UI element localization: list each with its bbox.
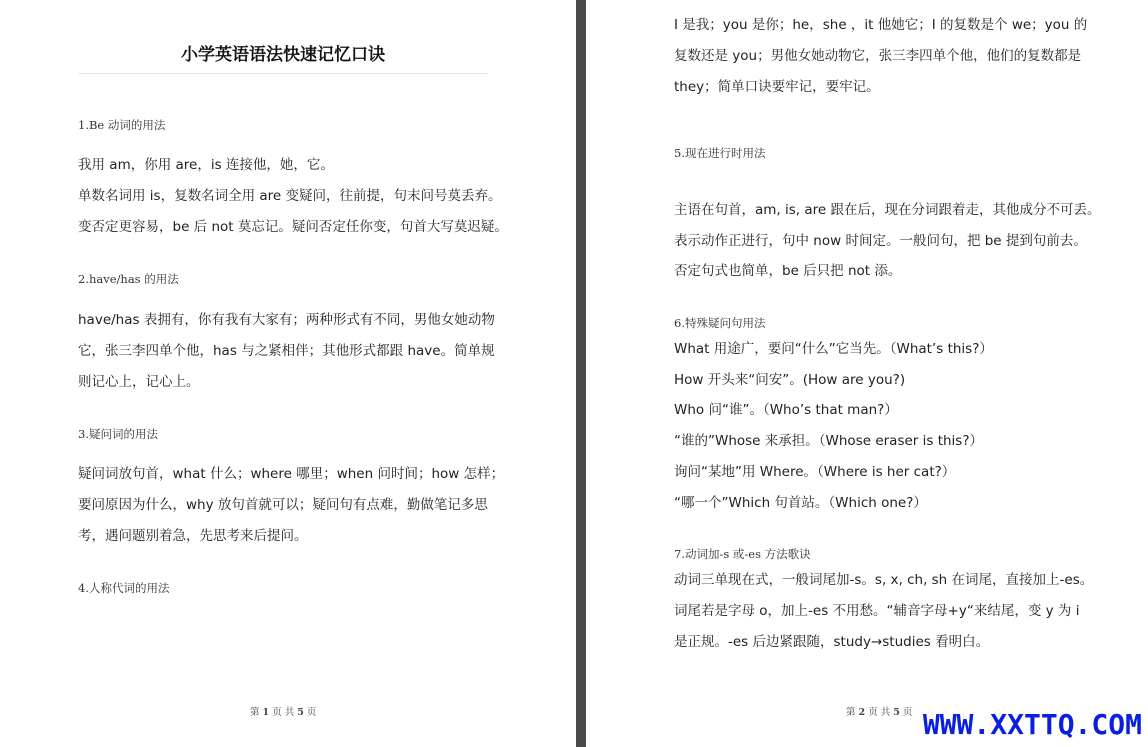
page-footer-1 xyxy=(250,704,316,718)
section-5-line-1: 主语在句首，am, is, are 跟在后，现在分词跟着走，其他成分不可丢。 xyxy=(674,202,1101,218)
footer-pre: 第 xyxy=(846,707,856,718)
section-3-line-3: 考，遇问题别着急，先思考来后提问。 xyxy=(78,528,308,544)
section-1-line-1: 我用 am，你用 are，is 连接他，她，它。 xyxy=(78,157,334,173)
section-6-line-6: “哪一个”Which 句首站。（Which one?） xyxy=(674,495,927,511)
section-2-line-3: 则记心上，记心上。 xyxy=(78,374,200,390)
footer-post: 页 xyxy=(306,707,317,718)
section-5-line-3: 否定句式也简单，be 后只把 not 添。 xyxy=(674,263,902,279)
section-6-line-3: Who 问“谁”。（Who’s that man?） xyxy=(674,402,898,418)
section-1-line-2: 单数名词用 is，复数名词全用 are 变疑问，往前提，句末问号莫丢弃。 xyxy=(78,188,502,204)
section-6-line-4: “谁的”Whose 来承担。（Whose eraser is this?） xyxy=(674,433,984,449)
intro-line-2: 复数还是 you；男他女她动物它，张三李四单个他，他们的复数都是 xyxy=(674,48,1082,64)
document-page-2 xyxy=(586,0,1148,747)
section-heading-5: 5.现在进行时用法 xyxy=(674,146,766,160)
footer-page-number: 1 xyxy=(262,707,270,718)
section-3-line-1: 疑问词放句首，what 什么；where 哪里；when 问时间；how 怎样； xyxy=(78,466,505,482)
title-divider xyxy=(78,73,488,74)
section-2-line-1: have/has 表拥有，你有我有大家有；两种形式有不同，男他女她动物 xyxy=(78,312,495,328)
section-heading-7: 7.动词加-s 或-es 方法歌诀 xyxy=(674,547,811,561)
footer-total-pages: 5 xyxy=(297,707,304,718)
footer-total-pages: 5 xyxy=(893,707,900,718)
section-7-line-3: 是正规。-es 后边紧跟随，study→studies 看明白。 xyxy=(674,634,990,650)
page-gutter xyxy=(576,0,586,747)
section-heading-6: 6.特殊疑问句用法 xyxy=(674,316,766,330)
document-title: 小学英语语法快速记忆口诀 xyxy=(181,45,385,65)
intro-line-3: they；简单口诀要牢记，要牢记。 xyxy=(674,79,880,95)
footer-mid: 页 共 xyxy=(272,707,295,718)
section-heading-3: 3.疑问词的用法 xyxy=(78,427,158,441)
footer-page-number: 2 xyxy=(858,707,866,718)
section-6-line-5: 询问“某地”用 Where。（Where is her cat?） xyxy=(674,464,956,480)
section-7-line-1: 动词三单现在式，一般词尾加-s。s, x, ch, sh 在词尾，直接加上-es。 xyxy=(674,572,1094,588)
footer-pre: 第 xyxy=(250,707,260,718)
section-heading-4: 4.人称代词的用法 xyxy=(78,581,170,595)
page-footer-2 xyxy=(846,704,912,718)
footer-post: 页 xyxy=(902,707,913,718)
section-6-line-2: How 开头来“问安”。(How are you?) xyxy=(674,372,906,388)
section-7-line-2: 词尾若是字母 o，加上-es 不用愁。“辅音字母+y“来结尾，变 y 为 i xyxy=(674,603,1080,619)
section-6-line-1: What 用途广，要问“什么”它当先。（What’s this?） xyxy=(674,341,993,357)
section-heading-2: 2.have/has 的用法 xyxy=(78,272,179,286)
section-5-line-2: 表示动作正进行，句中 now 时间定。一般问句，把 be 提到句前去。 xyxy=(674,233,1087,249)
section-3-line-2: 要问原因为什么，why 放句首就可以；疑问句有点难，勤做笔记多思 xyxy=(78,497,488,513)
footer-mid: 页 共 xyxy=(868,707,891,718)
section-2-line-2: 它，张三李四单个他，has 与之紧相伴；其他形式都跟 have。简单规 xyxy=(78,343,495,359)
intro-line-1: I 是我；you 是你；he，she ，it 他她它；I 的复数是个 we；you 的 xyxy=(674,17,1088,33)
section-1-line-3: 变否定更容易，be 后 not 莫忘记。疑问否定任你变，句首大写莫迟疑。 xyxy=(78,219,508,235)
section-heading-1: 1.Be 动词的用法 xyxy=(78,118,166,132)
site-watermark: WWW.XXTTQ.COM xyxy=(922,708,1142,741)
